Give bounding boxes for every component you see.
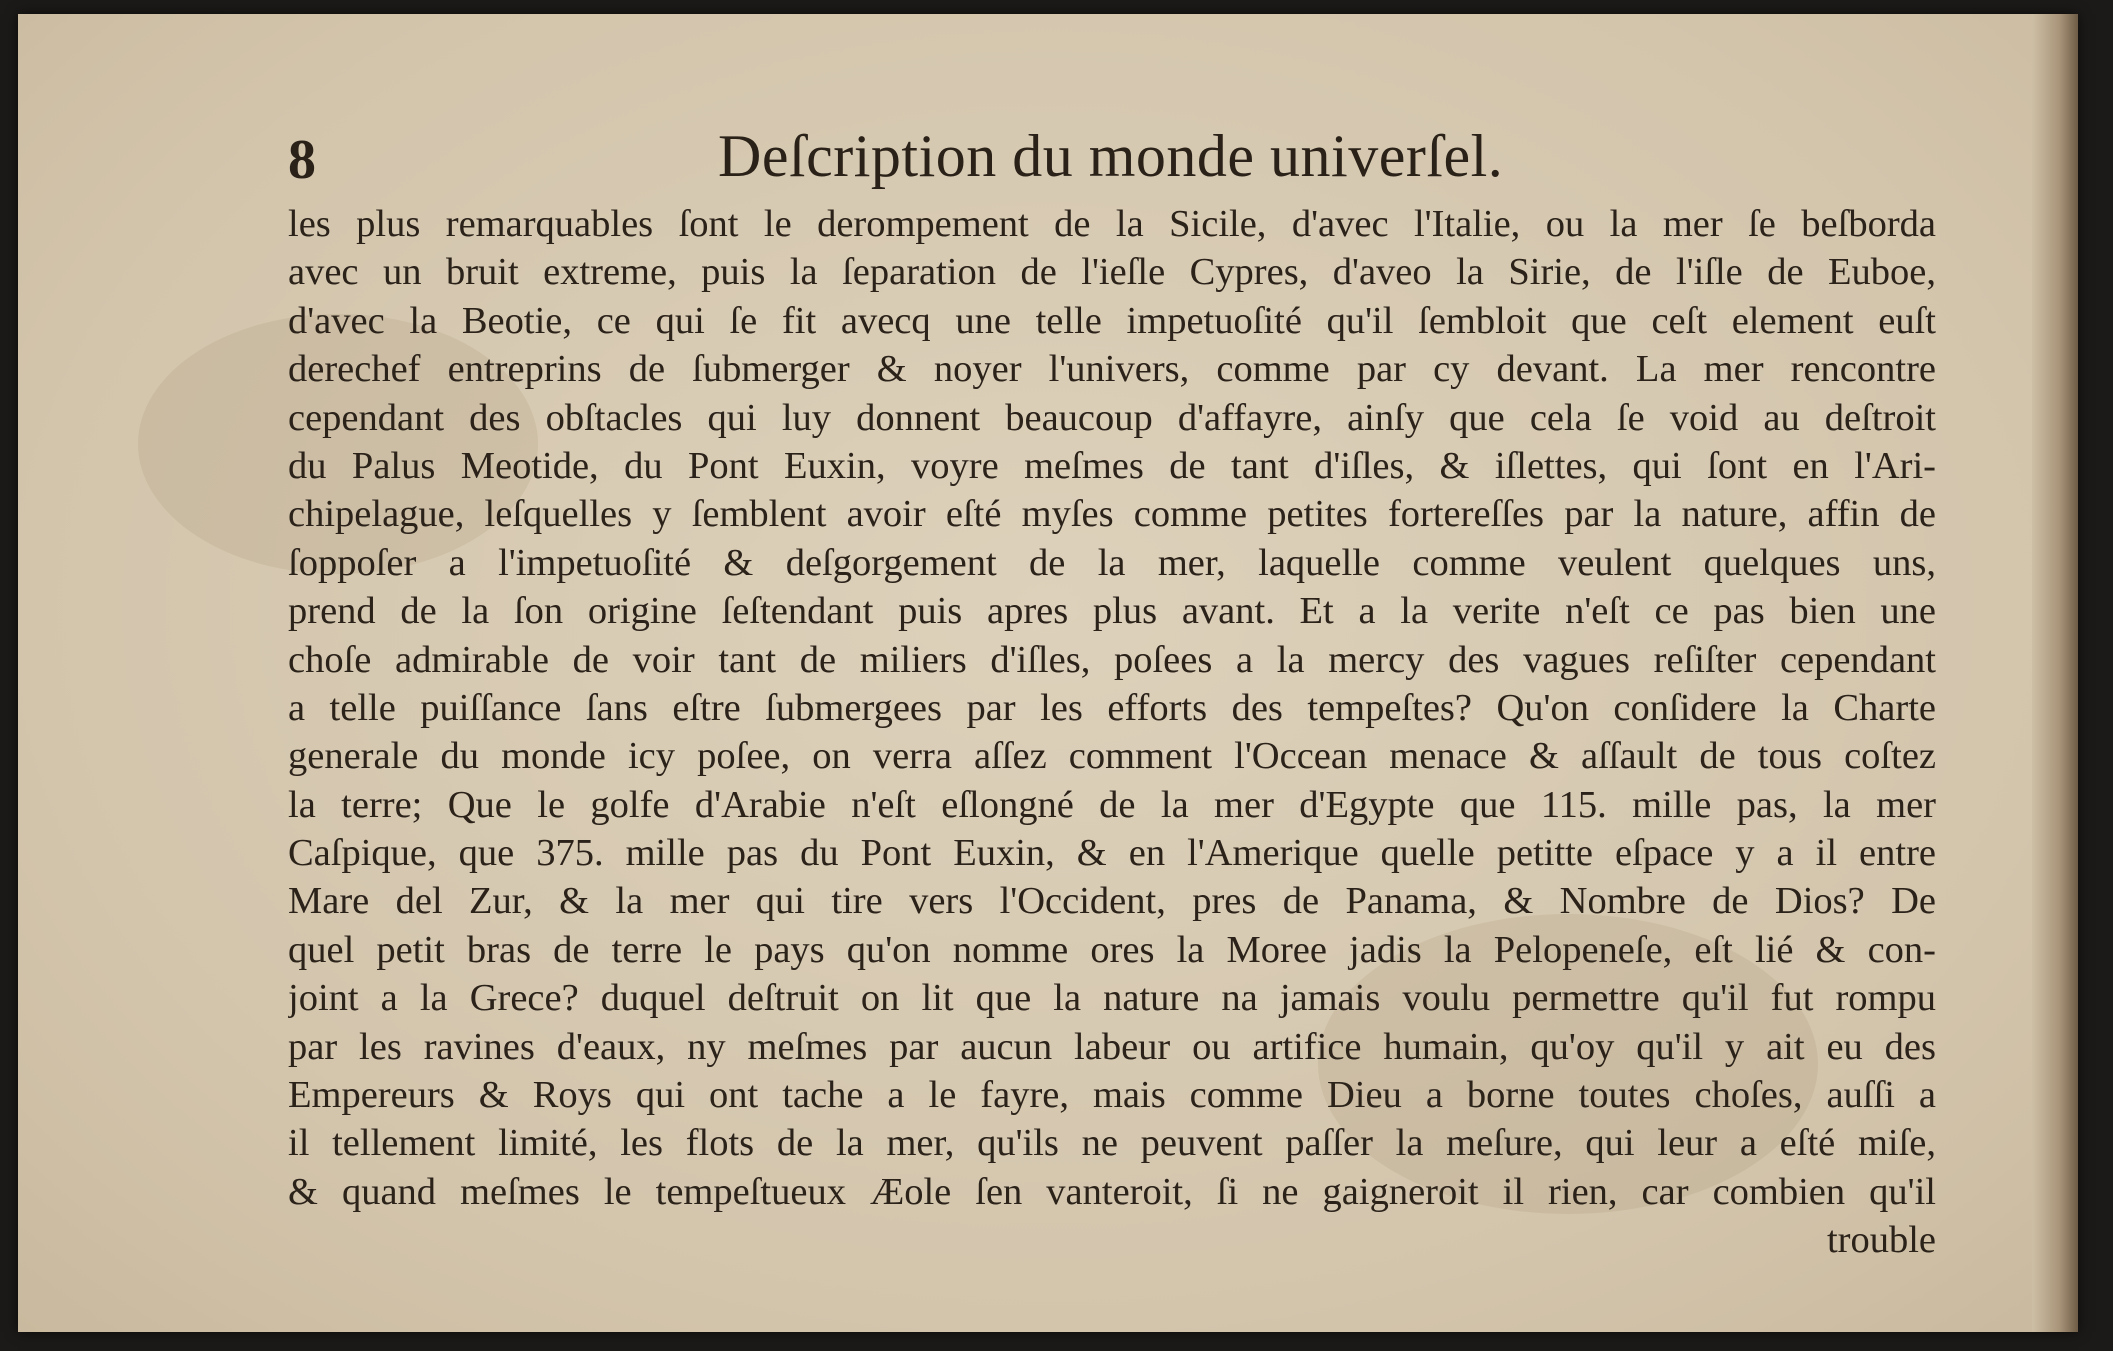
body-text — [288, 200, 1936, 1265]
text-line: Mare del Zur, & la mer qui tire vers l'Occident, pres de Panama, & Nombre de Dios? De — [288, 880, 1936, 923]
text-line: cependant des obſtacles qui luy donnent beaucoup d'affayre, ainſy que cela ſe void au deſtroit — [288, 396, 1936, 439]
text-line: Caſpique, que 375. mille pas du Pont Euxin, & en l'Amerique quelle petitte eſpace y a il entre — [288, 832, 1936, 875]
text-line: prend de la ſon origine ſeſtendant puis apres plus avant. Et a la verite n'eſt ce pas bien une — [288, 590, 1936, 633]
text-line: Empereurs & Roys qui ont tache a le fayre, mais comme Dieu a borne toutes choſes, auſſi a — [288, 1074, 1936, 1117]
page-gutter — [2032, 14, 2078, 1332]
book-page — [18, 14, 2078, 1332]
text-line: generale du monde icy poſee, on verra aſſez comment l'Occean menace & aſſault de tous coſtez — [288, 735, 1936, 778]
text-line: la terre; Que le golfe d'Arabie n'eſt eſlongné de la mer d'Egypte que 115. mille pas, la mer — [288, 783, 1936, 826]
text-line: avec un bruit extreme, puis la ſeparation de l'ieſle Cypres, d'aveo la Sirie, de l'iſle de Euboe, — [288, 251, 1936, 294]
text-line: chipelague, leſquelles y ſemblent avoir eſté myſes comme petites fortereſſes par la nature, affin de — [288, 493, 1936, 536]
page-number: 8 — [288, 129, 316, 191]
page-header — [288, 122, 1908, 191]
text-line: ſoppoſer a l'impetuoſité & deſgorgement de la mer, laquelle comme veulent quelques uns, — [288, 541, 1936, 584]
text-line: d'avec la Beotie, ce qui ſe fit avecq une telle impetuoſité qu'il ſembloit que ceſt element euſt — [288, 299, 1936, 342]
text-line: a telle puiſſance ſans eſtre ſubmergees par les efforts des tempeſtes? Qu'on conſidere la Charte — [288, 686, 1936, 729]
text-line: par les ravines d'eaux, ny meſmes par aucun labeur ou artifice humain, qu'oy qu'il y ait eu des — [288, 1025, 1936, 1068]
text-line: derechef entreprins de ſubmerger & noyer l'univers, comme par cy devant. La mer rencontre — [288, 348, 1936, 391]
text-line: du Palus Meotide, du Pont Euxin, voyre meſmes de tant d'iſles, & iſlettes, qui ſont en l'Ari- — [288, 444, 1936, 487]
text-line: quel petit bras de terre le pays qu'on nomme ores la Moree jadis la Pelopeneſe, eſt lié & con- — [288, 928, 1936, 971]
text-line: choſe admirable de voir tant de miliers d'iſles, poſees a la mercy des vagues reſiſter cependant — [288, 638, 1936, 681]
text-line: les plus remarquables ſont le derompement de la Sicile, d'avec l'Italie, ou la mer ſe beſborda — [288, 203, 1936, 245]
text-line: & quand meſmes le tempeſtueux Æole ſen vanteroit, ſi ne gaigneroit il rien, car combien qu'il — [288, 1170, 1936, 1213]
catchword: trouble — [1826, 1219, 1936, 1262]
running-title: Deſcription du monde univerſel. — [718, 123, 1504, 189]
text-line: il tellement limité, les flots de la mer, qu'ils ne peuvent paſſer la meſure, qui leur a eſté miſe, — [288, 1122, 1936, 1165]
text-line: joint a la Grece? duquel deſtruit on lit que la nature na jamais voulu permettre qu'il fut rompu — [288, 977, 1936, 1020]
